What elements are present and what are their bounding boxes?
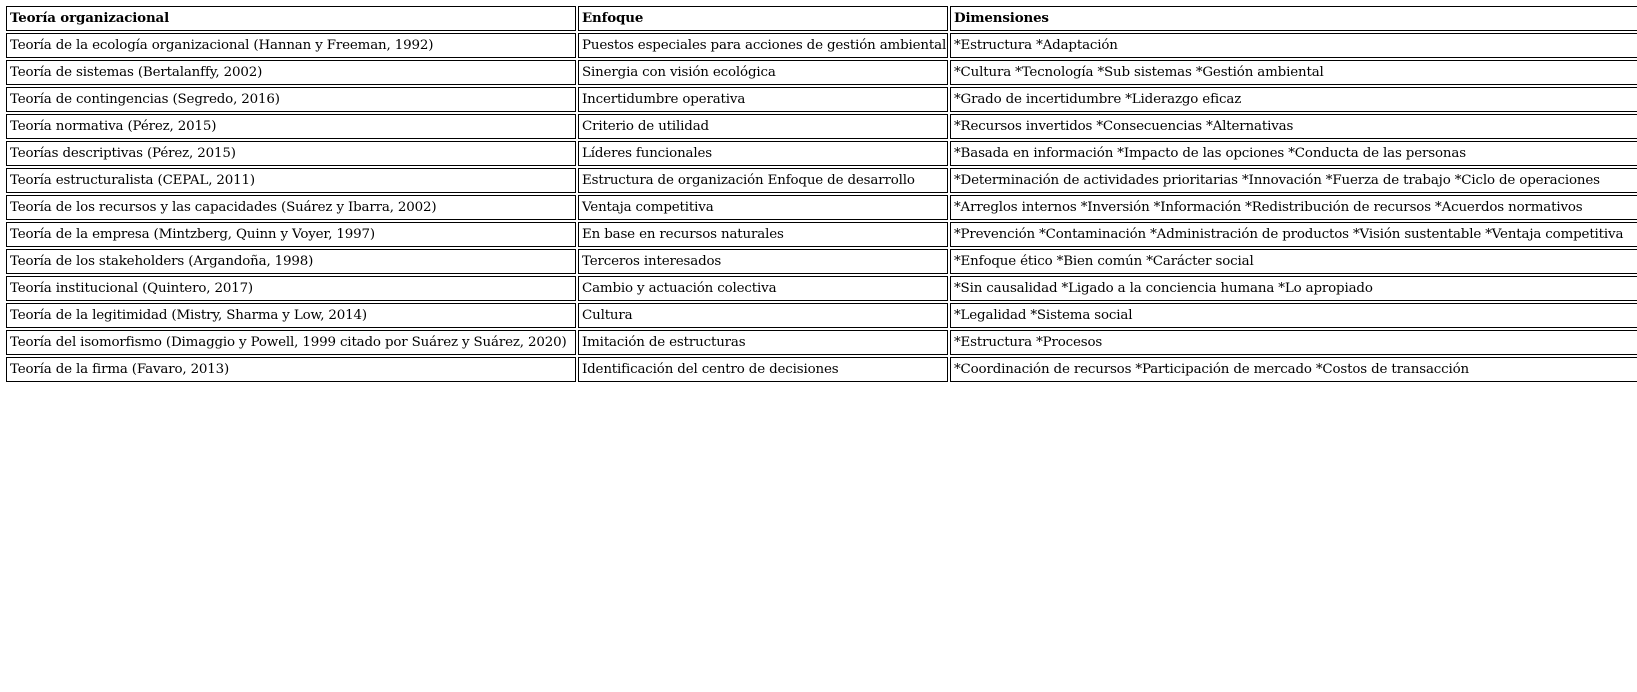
cell-teoria: Teoría de la firma (Favaro, 2013) [6, 357, 576, 382]
theories-table [4, 4, 1637, 384]
cell-teoria: Teoría institucional (Quintero, 2017) [6, 276, 576, 301]
table-row [6, 195, 1637, 220]
table-row [6, 222, 1637, 247]
table-row [6, 249, 1637, 274]
cell-dimensiones: *Arreglos internos *Inversión *Información *Redistribución de recursos *Acuerdos normativos [950, 195, 1637, 220]
cell-teoria: Teoría de la ecología organizacional (Hannan y Freeman, 1992) [6, 33, 576, 58]
cell-enfoque: Ventaja competitiva [578, 195, 948, 220]
cell-enfoque: Estructura de organización Enfoque de desarrollo [578, 168, 948, 193]
header-enfoque: Enfoque [578, 6, 948, 31]
cell-enfoque: Criterio de utilidad [578, 114, 948, 139]
cell-dimensiones: *Recursos invertidos *Consecuencias *Alternativas [950, 114, 1637, 139]
cell-enfoque: Imitación de estructuras [578, 330, 948, 355]
table-body [6, 33, 1637, 382]
cell-dimensiones: *Sin causalidad *Ligado a la conciencia humana *Lo apropiado [950, 276, 1637, 301]
cell-teoria: Teoría de la empresa (Mintzberg, Quinn y Voyer, 1997) [6, 222, 576, 247]
cell-dimensiones: *Enfoque ético *Bien común *Carácter social [950, 249, 1637, 274]
table-row [6, 168, 1637, 193]
table-row [6, 330, 1637, 355]
table-row [6, 33, 1637, 58]
header-row [6, 6, 1637, 31]
cell-teoria: Teoría de la legitimidad (Mistry, Sharma y Low, 2014) [6, 303, 576, 328]
table-row [6, 303, 1637, 328]
cell-teoria: Teoría de los recursos y las capacidades (Suárez y Ibarra, 2002) [6, 195, 576, 220]
cell-dimensiones: *Estructura *Adaptación [950, 33, 1637, 58]
table-row [6, 60, 1637, 85]
cell-enfoque: Cambio y actuación colectiva [578, 276, 948, 301]
table-row [6, 141, 1637, 166]
cell-enfoque: Puestos especiales para acciones de gestión ambiental [578, 33, 948, 58]
cell-teoria: Teoría de sistemas (Bertalanffy, 2002) [6, 60, 576, 85]
table-row [6, 357, 1637, 382]
cell-enfoque: Identificación del centro de decisiones [578, 357, 948, 382]
cell-dimensiones: *Grado de incertidumbre *Liderazgo eficaz [950, 87, 1637, 112]
cell-enfoque: Sinergia con visión ecológica [578, 60, 948, 85]
cell-dimensiones: *Legalidad *Sistema social [950, 303, 1637, 328]
cell-enfoque: Líderes funcionales [578, 141, 948, 166]
cell-dimensiones: *Basada en información *Impacto de las opciones *Conducta de las personas [950, 141, 1637, 166]
cell-teoria: Teoría normativa (Pérez, 2015) [6, 114, 576, 139]
table-row [6, 114, 1637, 139]
cell-dimensiones: *Determinación de actividades prioritarias *Innovación *Fuerza de trabajo *Ciclo de operaciones [950, 168, 1637, 193]
cell-dimensiones: *Prevención *Contaminación *Administración de productos *Visión sustentable *Ventaja competitiva [950, 222, 1637, 247]
cell-enfoque: Cultura [578, 303, 948, 328]
cell-dimensiones: *Cultura *Tecnología *Sub sistemas *Gestión ambiental [950, 60, 1637, 85]
cell-enfoque: En base en recursos naturales [578, 222, 948, 247]
cell-enfoque: Terceros interesados [578, 249, 948, 274]
cell-enfoque: Incertidumbre operativa [578, 87, 948, 112]
header-teoria: Teoría organizacional [6, 6, 576, 31]
cell-teoria: Teoría estructuralista (CEPAL, 2011) [6, 168, 576, 193]
table-row [6, 87, 1637, 112]
cell-teoria: Teorías descriptivas (Pérez, 2015) [6, 141, 576, 166]
cell-teoria: Teoría de contingencias (Segredo, 2016) [6, 87, 576, 112]
cell-dimensiones: *Coordinación de recursos *Participación de mercado *Costos de transacción [950, 357, 1637, 382]
table-row [6, 276, 1637, 301]
cell-teoria: Teoría de los stakeholders (Argandoña, 1998) [6, 249, 576, 274]
cell-teoria: Teoría del isomorfismo (Dimaggio y Powell, 1999 citado por Suárez y Suárez, 2020) [6, 330, 576, 355]
header-dimensiones: Dimensiones [950, 6, 1637, 31]
cell-dimensiones: *Estructura *Procesos [950, 330, 1637, 355]
